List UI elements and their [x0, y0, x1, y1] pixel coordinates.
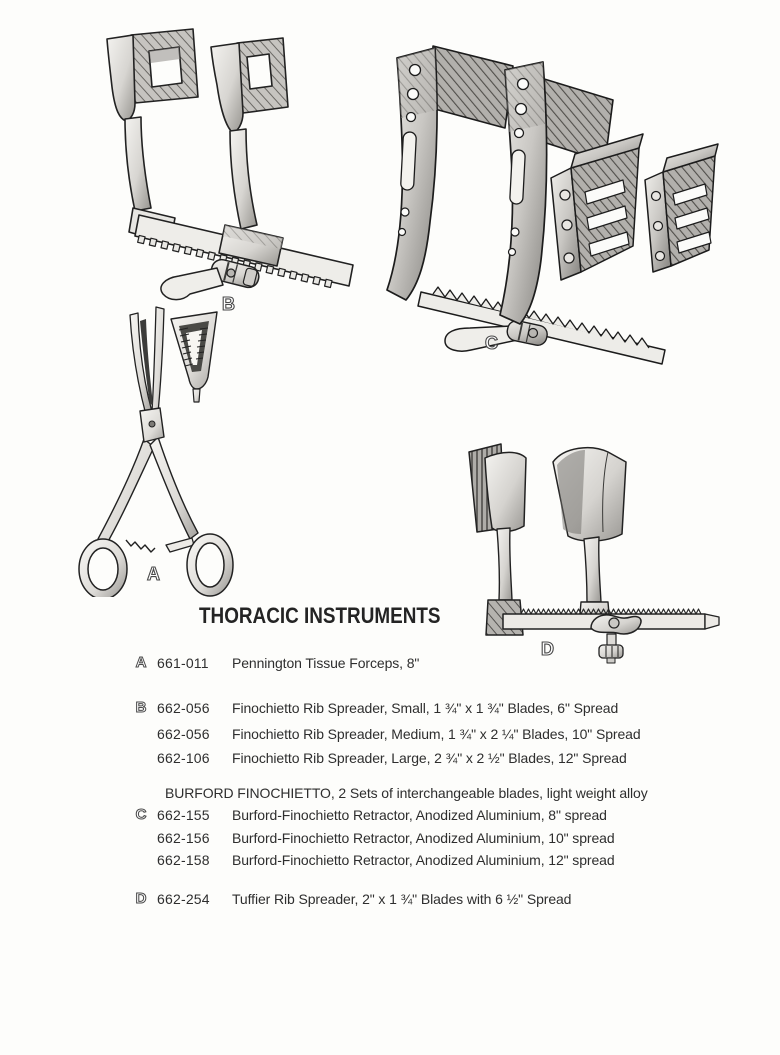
catalog-row-b1 — [0, 698, 780, 718]
catalog-row-d — [0, 889, 780, 909]
figure-label-b: B — [222, 294, 235, 314]
item-description: Pennington Tissue Forceps, 8" — [232, 655, 420, 671]
figure-label-c: C — [485, 333, 498, 353]
item-description: Tuffier Rib Spreader, 2" x 1 ¾" Blades with 6 ½" Spread — [232, 891, 572, 907]
tuffier-rib-spreader-illustration — [445, 432, 745, 667]
pennington-forceps-illustration — [70, 294, 310, 597]
catalog-row-c2 — [0, 828, 780, 848]
item-letter: D — [135, 890, 147, 907]
item-description: Burford-Finochietto Retractor, Anodized Aluminium, 12" spread — [232, 852, 615, 868]
item-code: 662-056 — [157, 726, 210, 742]
item-letter: A — [135, 654, 147, 671]
item-description: Finochietto Rib Spreader, Medium, 1 ¾" x 2 ¼" Blades, 10" Spread — [232, 726, 641, 742]
burford-finochietto-retractor-drawing — [375, 20, 720, 365]
item-code: 662-155 — [157, 807, 210, 823]
item-letter: B — [135, 699, 147, 716]
burford-finochietto-retractor-illustration — [375, 20, 720, 365]
finochietto-rib-spreader-illustration — [85, 25, 385, 315]
item-description: Burford-Finochietto Retractor, Anodized Aluminium, 10" spread — [232, 830, 615, 846]
item-code: 662-158 — [157, 852, 210, 868]
burford-group-heading: BURFORD FINOCHIETTO, 2 Sets of interchangeable blades, light weight alloy — [165, 785, 648, 801]
item-code: 662-156 — [157, 830, 210, 846]
finochietto-rib-spreader-drawing — [85, 25, 385, 315]
page-title: THORACIC INSTRUMENTS — [199, 603, 441, 628]
jaw-tip-detail — [171, 312, 217, 402]
catalog-row-b3 — [0, 748, 780, 768]
figure-label-d: D — [541, 639, 554, 659]
figure-label-a: A — [147, 564, 160, 584]
pennington-forceps-drawing — [70, 294, 310, 597]
item-description: Finochietto Rib Spreader, Large, 2 ¾" x 2 ½" Blades, 12" Spread — [232, 750, 627, 766]
catalog-row-a — [0, 653, 780, 673]
item-code: 662-254 — [157, 891, 210, 907]
item-description: Burford-Finochietto Retractor, Anodized Aluminium, 8" spread — [232, 807, 607, 823]
catalog-row-c1 — [0, 805, 780, 825]
item-code: 662-106 — [157, 750, 210, 766]
catalog-row-c3 — [0, 850, 780, 870]
interchangeable-blade-1 — [551, 134, 643, 280]
item-code: 661-011 — [157, 655, 209, 671]
item-description: Finochietto Rib Spreader, Small, 1 ¾" x 1 ¾" Blades, 6" Spread — [232, 700, 619, 716]
item-code: 662-056 — [157, 700, 210, 716]
item-letter: C — [135, 806, 147, 823]
catalog-row-b2 — [0, 724, 780, 744]
interchangeable-blade-2 — [645, 144, 718, 272]
tuffier-rib-spreader-drawing — [445, 432, 745, 667]
